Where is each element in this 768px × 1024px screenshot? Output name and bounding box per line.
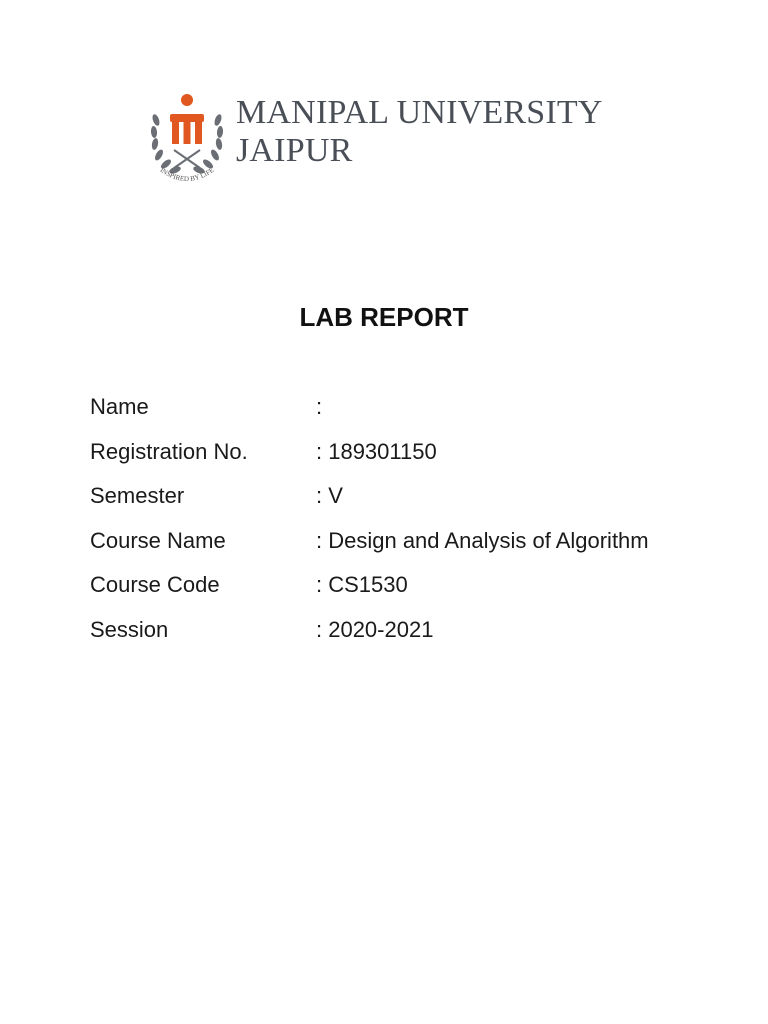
detail-row-course-name — [90, 528, 710, 573]
detail-value: : Design and Analysis of Algorithm — [316, 527, 649, 553]
detail-row-course-code — [90, 572, 710, 617]
detail-row-semester — [90, 483, 710, 528]
emblem-motto: INSPIRED BY LIFE — [158, 166, 216, 184]
university-name — [236, 96, 603, 168]
detail-value: : 189301150 — [316, 438, 437, 464]
detail-label: Course Name — [90, 527, 226, 553]
detail-value: : V — [316, 483, 343, 508]
report-title: LAB REPORT — [299, 302, 469, 332]
detail-row-name — [90, 394, 710, 439]
detail-row-registration — [90, 439, 710, 484]
detail-label: Name — [90, 394, 149, 419]
university-emblem-icon — [148, 90, 226, 186]
detail-value: : CS1530 — [316, 572, 408, 597]
svg-text:INSPIRED BY LIFE — [159, 166, 216, 183]
detail-value: : — [316, 394, 323, 419]
details-list — [90, 394, 710, 661]
detail-value: : 2020-2021 — [316, 616, 434, 642]
university-name-line1: MANIPAL UNIVERSITY — [236, 94, 603, 131]
university-name-line2: JAIPUR — [236, 132, 353, 169]
detail-label: Registration No. — [90, 438, 248, 464]
detail-label: Semester — [90, 483, 185, 508]
detail-label: Course Code — [90, 572, 220, 597]
detail-row-session — [90, 617, 710, 662]
university-logo — [148, 88, 603, 192]
detail-label: Session — [90, 616, 169, 642]
